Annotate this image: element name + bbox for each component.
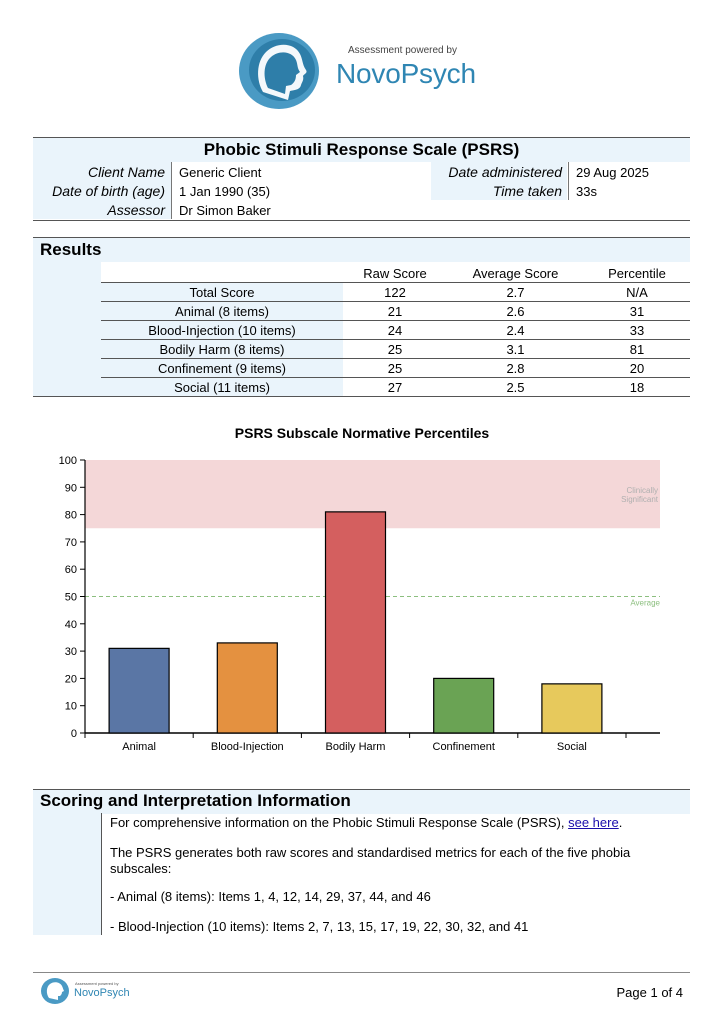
average-score: 2.6 [447, 302, 584, 321]
page-number: Page 1 of 4 [616, 985, 683, 1000]
percentile: 33 [584, 321, 690, 340]
raw-score: 122 [343, 283, 447, 302]
row-name: Total Score [101, 283, 343, 302]
scoring-heading: Scoring and Interpretation Information [40, 791, 351, 810]
percentile: 81 [584, 340, 690, 359]
dob-label: Date of birth (age) [52, 183, 165, 199]
raw-score: 25 [343, 359, 447, 378]
col-header-percentile: Percentile [608, 265, 666, 281]
percentile: N/A [584, 283, 690, 302]
average-score: 2.8 [447, 359, 584, 378]
col-header-average: Average Score [472, 265, 559, 281]
dob-value: 1 Jan 1990 (35) [179, 184, 271, 199]
row-name: Confinement (9 items) [101, 359, 343, 378]
raw-score: 27 [343, 378, 447, 397]
table-row [101, 283, 690, 302]
table-row [101, 302, 690, 321]
client-info-section [33, 137, 690, 221]
raw-score: 21 [343, 302, 447, 321]
y-tick-label: 20 [64, 673, 77, 686]
scoring-paragraph-2: The PSRS generates both raw scores and standardised metrics for each of the five phobia subscales: [110, 845, 631, 876]
percentile: 31 [584, 302, 690, 321]
y-tick-label: 80 [64, 509, 77, 522]
average-score: 2.4 [447, 321, 584, 340]
col-header-raw: Raw Score [363, 265, 427, 281]
y-tick-label: 10 [64, 700, 77, 713]
see-here-link[interactable]: see here [568, 815, 619, 830]
results-section [33, 237, 690, 397]
y-tick-label: 40 [64, 618, 77, 631]
clinical-band-label: Clinically Significant [621, 486, 658, 504]
average-score: 2.5 [447, 378, 584, 397]
percentile: 20 [584, 359, 690, 378]
assessor-label: Assessor [107, 202, 165, 218]
bar-confinement [434, 678, 494, 733]
results-heading: Results [40, 240, 102, 259]
time-taken-label: Time taken [492, 183, 562, 199]
report-title: Phobic Stimuli Response Scale (PSRS) [203, 140, 520, 159]
raw-score: 25 [343, 340, 447, 359]
average-line-label: Average [630, 598, 660, 608]
row-name: Social (11 items) [101, 378, 343, 397]
row-name: Animal (8 items) [101, 302, 343, 321]
brand-name: NovoPsych [336, 58, 476, 89]
y-tick-label: 90 [64, 482, 77, 495]
table-row [101, 359, 690, 378]
footer-logo-icon [40, 977, 150, 1005]
x-tick-label: Blood-Injection [210, 741, 284, 753]
powered-by-text: Assessment powered by [348, 45, 457, 56]
y-tick-label: 70 [64, 536, 77, 549]
results-table [101, 264, 690, 396]
date-administered-label: Date administered [448, 164, 562, 180]
y-tick-label: 30 [64, 646, 77, 659]
percentile-bar-chart [40, 450, 680, 760]
row-name: Bodily Harm (8 items) [101, 340, 343, 359]
scoring-paragraph-3: - Animal (8 items): Items 1, 4, 12, 14, 29, 37, 44, and 46 [110, 889, 431, 904]
scoring-section [33, 789, 690, 935]
scoring-content [101, 813, 691, 935]
assessor-value: Dr Simon Baker [179, 203, 271, 218]
y-tick-label: 0 [70, 728, 77, 740]
footer-powered-by: Assessment powered by [75, 981, 119, 986]
average-score: 2.7 [447, 283, 584, 302]
y-tick-label: 50 [64, 591, 77, 604]
bar-animal [109, 648, 169, 733]
bar-social [542, 684, 602, 733]
client-name-value: Generic Client [179, 165, 262, 180]
bar-bodily-harm [326, 512, 386, 733]
raw-score: 24 [343, 321, 447, 340]
x-tick-label: Bodily Harm [325, 741, 386, 753]
y-tick-label: 100 [58, 455, 77, 467]
scoring-paragraph-1: For comprehensive information on the Phobic Stimuli Response Scale (PSRS), see here. [110, 815, 623, 830]
percentile: 18 [584, 378, 690, 397]
bar-blood-injection [217, 643, 277, 733]
row-name: Blood-Injection (10 items) [101, 321, 343, 340]
x-tick-label: Animal [122, 741, 156, 753]
y-tick-label: 60 [64, 564, 77, 577]
date-administered-value: 29 Aug 2025 [576, 165, 650, 180]
footer-brand: NovoPsych [74, 987, 130, 999]
x-tick-label: Confinement [432, 741, 495, 753]
x-tick-label: Social [556, 741, 587, 753]
scoring-paragraph-4: - Blood-Injection (10 items): Items 2, 7, 13, 15, 17, 19, 22, 30, 32, and 41 [110, 919, 529, 934]
client-name-label: Client Name [87, 164, 165, 180]
chart-title: PSRS Subscale Normative Percentiles [234, 425, 490, 441]
table-row [101, 340, 690, 359]
average-score: 3.1 [447, 340, 584, 359]
time-taken-value: 33s [576, 184, 597, 199]
table-row [101, 321, 690, 340]
table-row [101, 378, 690, 397]
